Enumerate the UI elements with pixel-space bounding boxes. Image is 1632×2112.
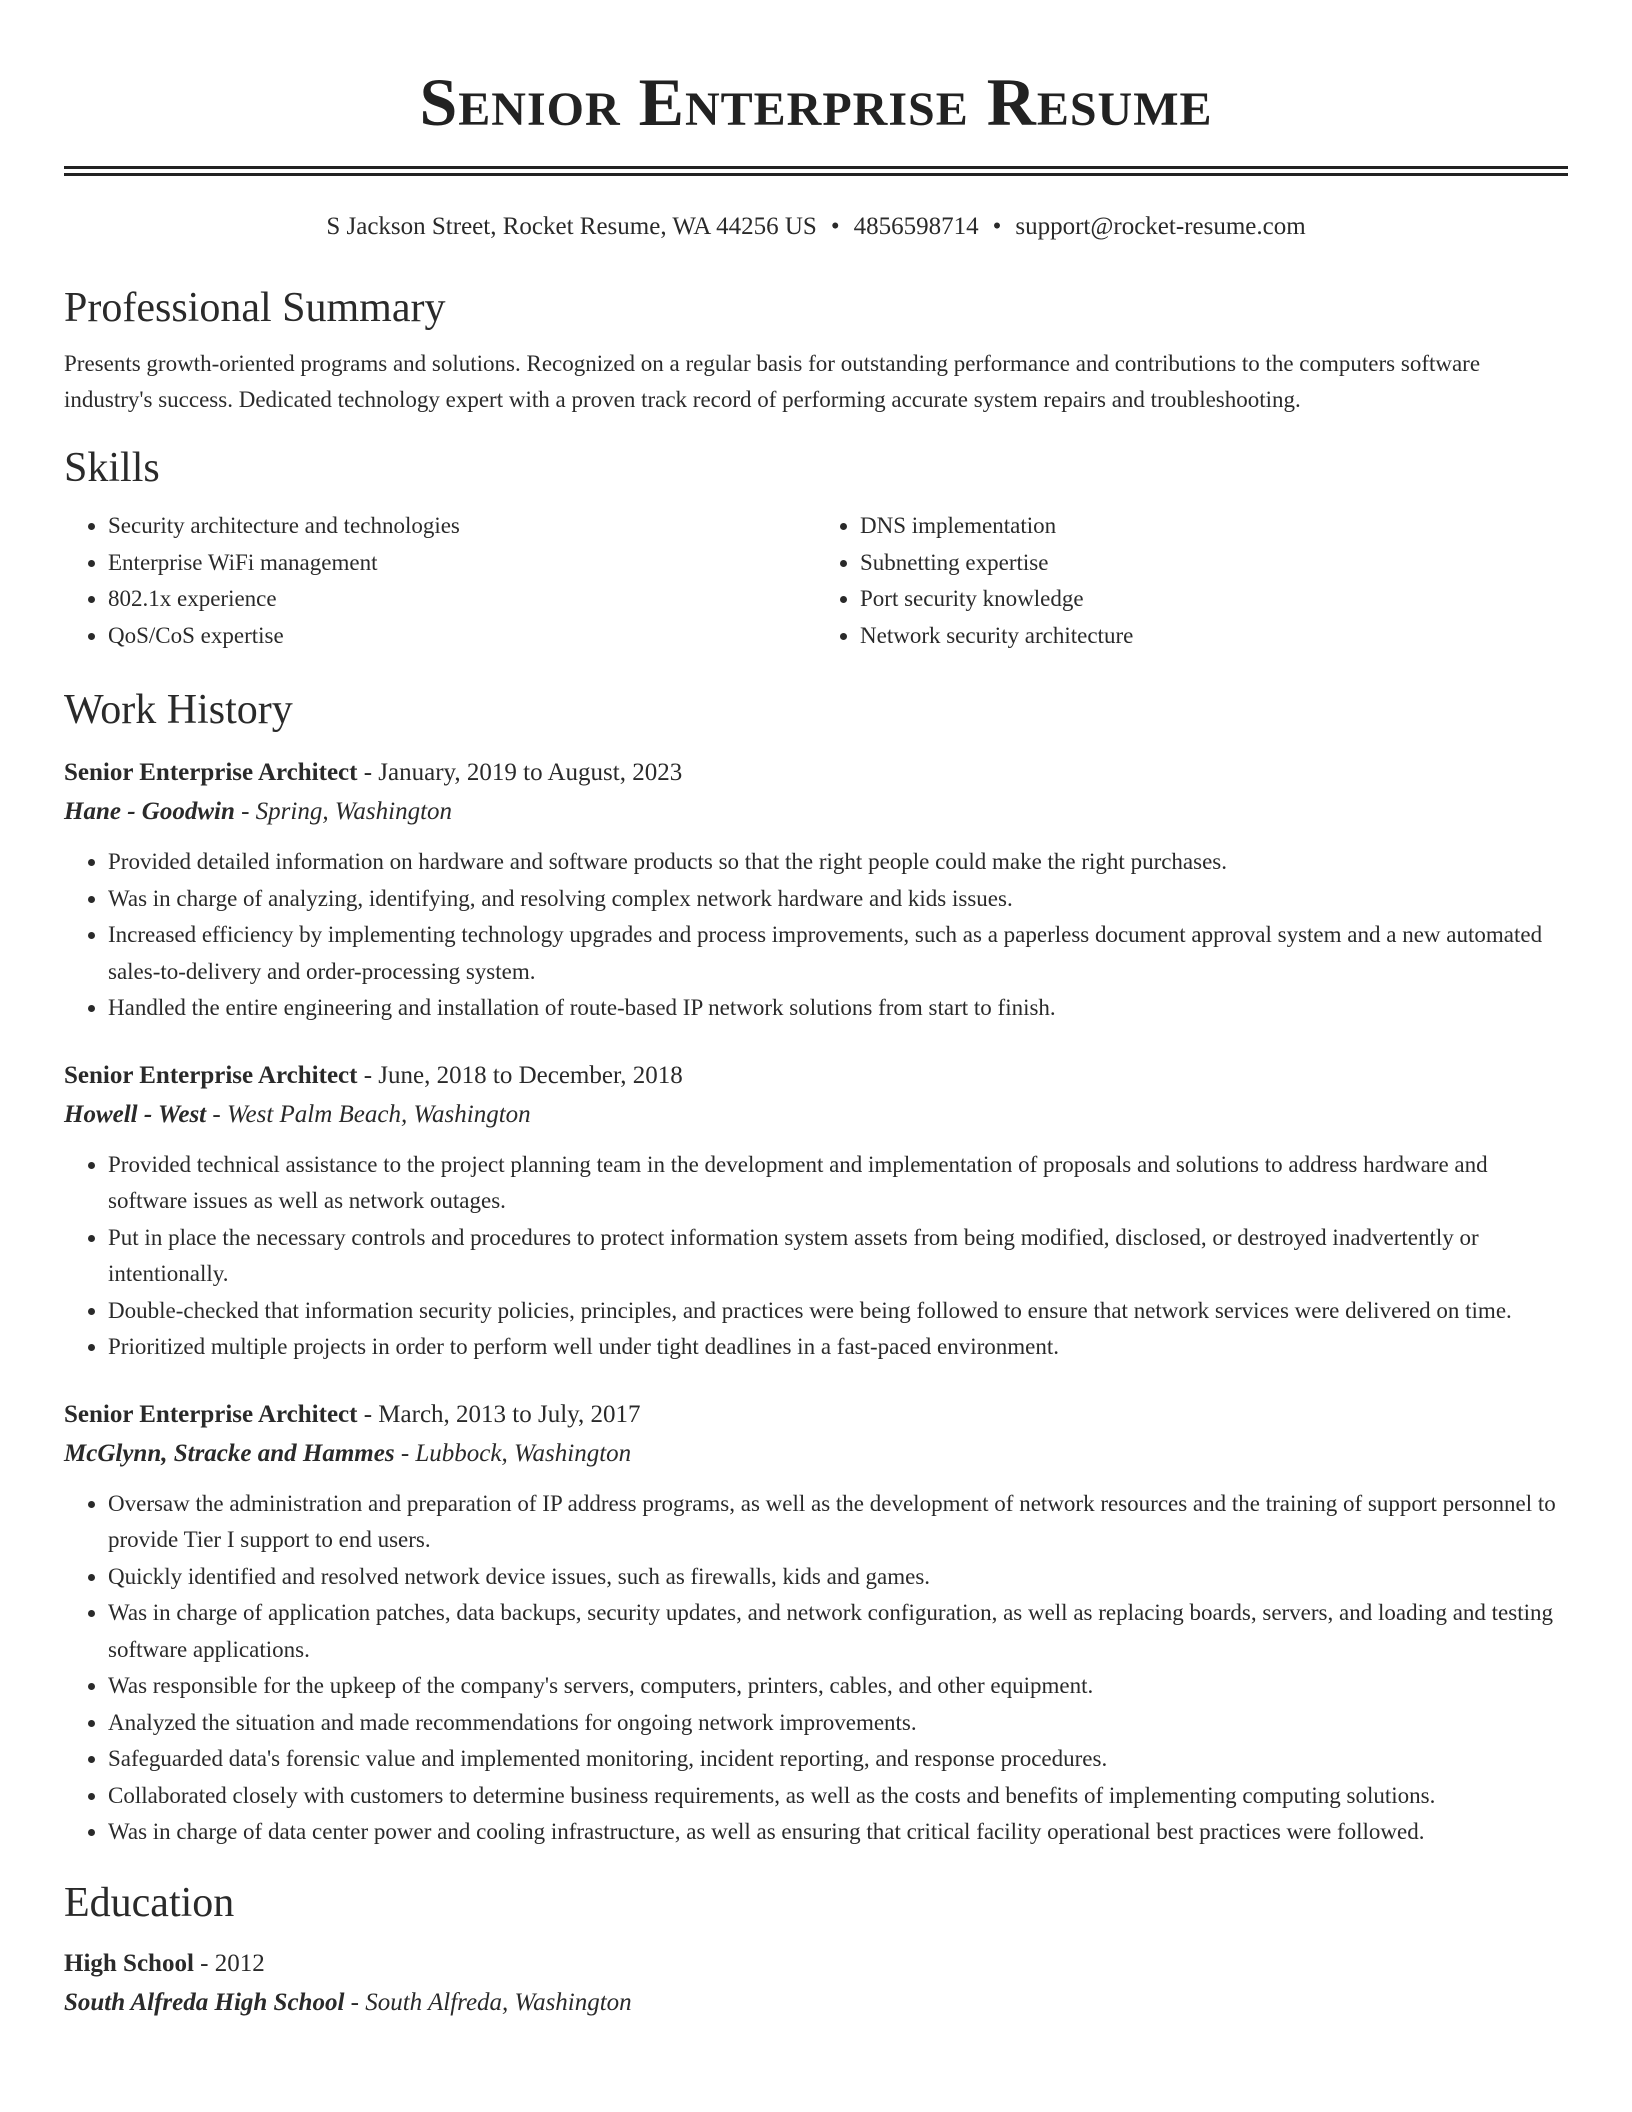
- job-company-line: [64, 1434, 1568, 1474]
- job-bullet: • Handled the entire engineering and installation of route-based IP network solutions from start to finish.: [108, 990, 1568, 1027]
- contact-separator: •: [992, 213, 1002, 240]
- job-company: McGlynn, Stracke and Hammes: [64, 1439, 395, 1467]
- skill-item: • Security architecture and technologies: [108, 508, 816, 545]
- job-location: - West Palm Beach, Washington: [206, 1100, 531, 1128]
- job-title-line: [64, 1396, 1568, 1434]
- skill-item: • Port security knowledge: [860, 581, 1568, 618]
- resume-title: Senior Enterprise Resume: [419, 64, 1213, 140]
- job-entry: [64, 754, 1568, 1027]
- job-bullets: [64, 1147, 1568, 1366]
- job-bullet: • Was responsible for the upkeep of the company's servers, computers, printers, cables, and other equipment.: [108, 1668, 1568, 1705]
- job-bullets: [64, 844, 1568, 1027]
- contact-email: support@rocket-resume.com: [1015, 213, 1306, 240]
- contact-line: [64, 210, 1568, 244]
- contact-phone: 4856598714: [853, 213, 979, 240]
- education-school-line: [64, 1983, 1568, 2023]
- job-bullet: • Prioritized multiple projects in order to perform well under tight deadlines in a fast-paced environment.: [108, 1329, 1568, 1366]
- job-bullet: • Was in charge of analyzing, identifying, and resolving complex network hardware and kids issues.: [108, 881, 1568, 918]
- job-entry: [64, 1057, 1568, 1366]
- skill-item: • Network security architecture: [860, 618, 1568, 655]
- job-dates: - June, 2018 to December, 2018: [357, 1061, 683, 1089]
- skill-item: • 802.1x experience: [108, 581, 816, 618]
- job-bullet: • Provided detailed information on hardware and software products so that the right people could make the right purchases.: [108, 844, 1568, 881]
- education-heading: Education: [64, 1879, 235, 1926]
- education-location: - South Alfreda, Washington: [344, 1988, 632, 2016]
- skills-heading: Skills: [64, 445, 160, 491]
- job-location: - Lubbock, Washington: [394, 1439, 632, 1467]
- summary-heading: Professional Summary: [64, 285, 446, 331]
- skill-item: • DNS implementation: [860, 508, 1568, 545]
- job-company-line: [64, 792, 1568, 832]
- job-bullet: • Provided technical assistance to the project planning team in the development and implementation of proposals and solutions to address hardware and software issues as well as network outages.: [108, 1147, 1568, 1220]
- job-bullet: • Collaborated closely with customers to determine business requirements, as well as the costs and benefits of implementing computing solutions.: [108, 1778, 1568, 1815]
- job-bullet: • Increased efficiency by implementing technology upgrades and process improvements, such as a paperless document approval system and a new automated sales-to-delivery and order-processing system.: [108, 917, 1568, 990]
- education-school: South Alfreda High School: [64, 1988, 345, 2016]
- job-company: Howell - West: [64, 1100, 207, 1128]
- skill-item: • QoS/CoS expertise: [108, 618, 816, 655]
- job-bullet: • Safeguarded data's forensic value and implemented monitoring, incident reporting, and response procedures.: [108, 1741, 1568, 1778]
- job-bullet: • Put in place the necessary controls and procedures to protect information system assets from being modified, disclosed, or destroyed inadvertently or intentionally.: [108, 1220, 1568, 1293]
- education-entry: [64, 1945, 1568, 2023]
- contact-address: S Jackson Street, Rocket Resume, WA 44256 US: [326, 213, 817, 240]
- job-title: Senior Enterprise Architect: [64, 1400, 358, 1428]
- job-title: Senior Enterprise Architect: [64, 759, 358, 786]
- job-bullet: • Quickly identified and resolved network device issues, such as firewalls, kids and games.: [108, 1559, 1568, 1596]
- education-year: - 2012: [193, 1949, 265, 1977]
- job-bullet: • Was in charge of data center power and cooling infrastructure, as well as ensuring that critical facility operational best practices were followed.: [108, 1814, 1568, 1851]
- job-bullet: • Was in charge of application patches, data backups, security updates, and network configuration, as well as replacing boards, servers, and loading and testing software applications.: [108, 1595, 1568, 1668]
- job-company-line: [64, 1095, 1568, 1135]
- job-company: Hane - Goodwin: [64, 798, 235, 825]
- job-location: - Spring, Washington: [234, 798, 453, 825]
- job-bullets: [64, 1486, 1568, 1851]
- job-dates: - January, 2019 to August, 2023: [357, 759, 683, 786]
- title-double-rule: [64, 166, 1568, 176]
- skills-list-right: [816, 508, 1568, 654]
- job-bullet: • Double-checked that information security policies, principles, and practices were being followed to ensure that network services were delivered on time.: [108, 1293, 1568, 1330]
- skills-columns: [64, 508, 1568, 654]
- education-degree: High School: [64, 1949, 194, 1977]
- job-bullet: • Oversaw the administration and preparation of IP address programs, as well as the development of network resources and the training of support personnel to provide Tier I support to end users.: [108, 1486, 1568, 1559]
- work-history-heading: Work History: [64, 687, 293, 733]
- education-degree-line: [64, 1945, 1568, 1983]
- contact-separator: •: [830, 213, 840, 240]
- skills-list-left: [64, 508, 816, 654]
- job-dates: - March, 2013 to July, 2017: [357, 1400, 641, 1428]
- job-bullet: • Analyzed the situation and made recommendations for ongoing network improvements.: [108, 1705, 1568, 1742]
- job-entry: [64, 1396, 1568, 1851]
- job-title: Senior Enterprise Architect: [64, 1061, 358, 1089]
- skill-item: • Enterprise WiFi management: [108, 545, 816, 582]
- job-title-line: [64, 1057, 1568, 1095]
- job-title-line: [64, 754, 1568, 792]
- skill-item: • Subnetting expertise: [860, 545, 1568, 582]
- summary-text: Presents growth-oriented programs and solutions. Recognized on a regular basis for outstanding performance and contributions to the computers software industry's success. Dedicated technology expert with a proven track record of performing accurate system repairs and troubleshooting.: [64, 351, 1481, 412]
